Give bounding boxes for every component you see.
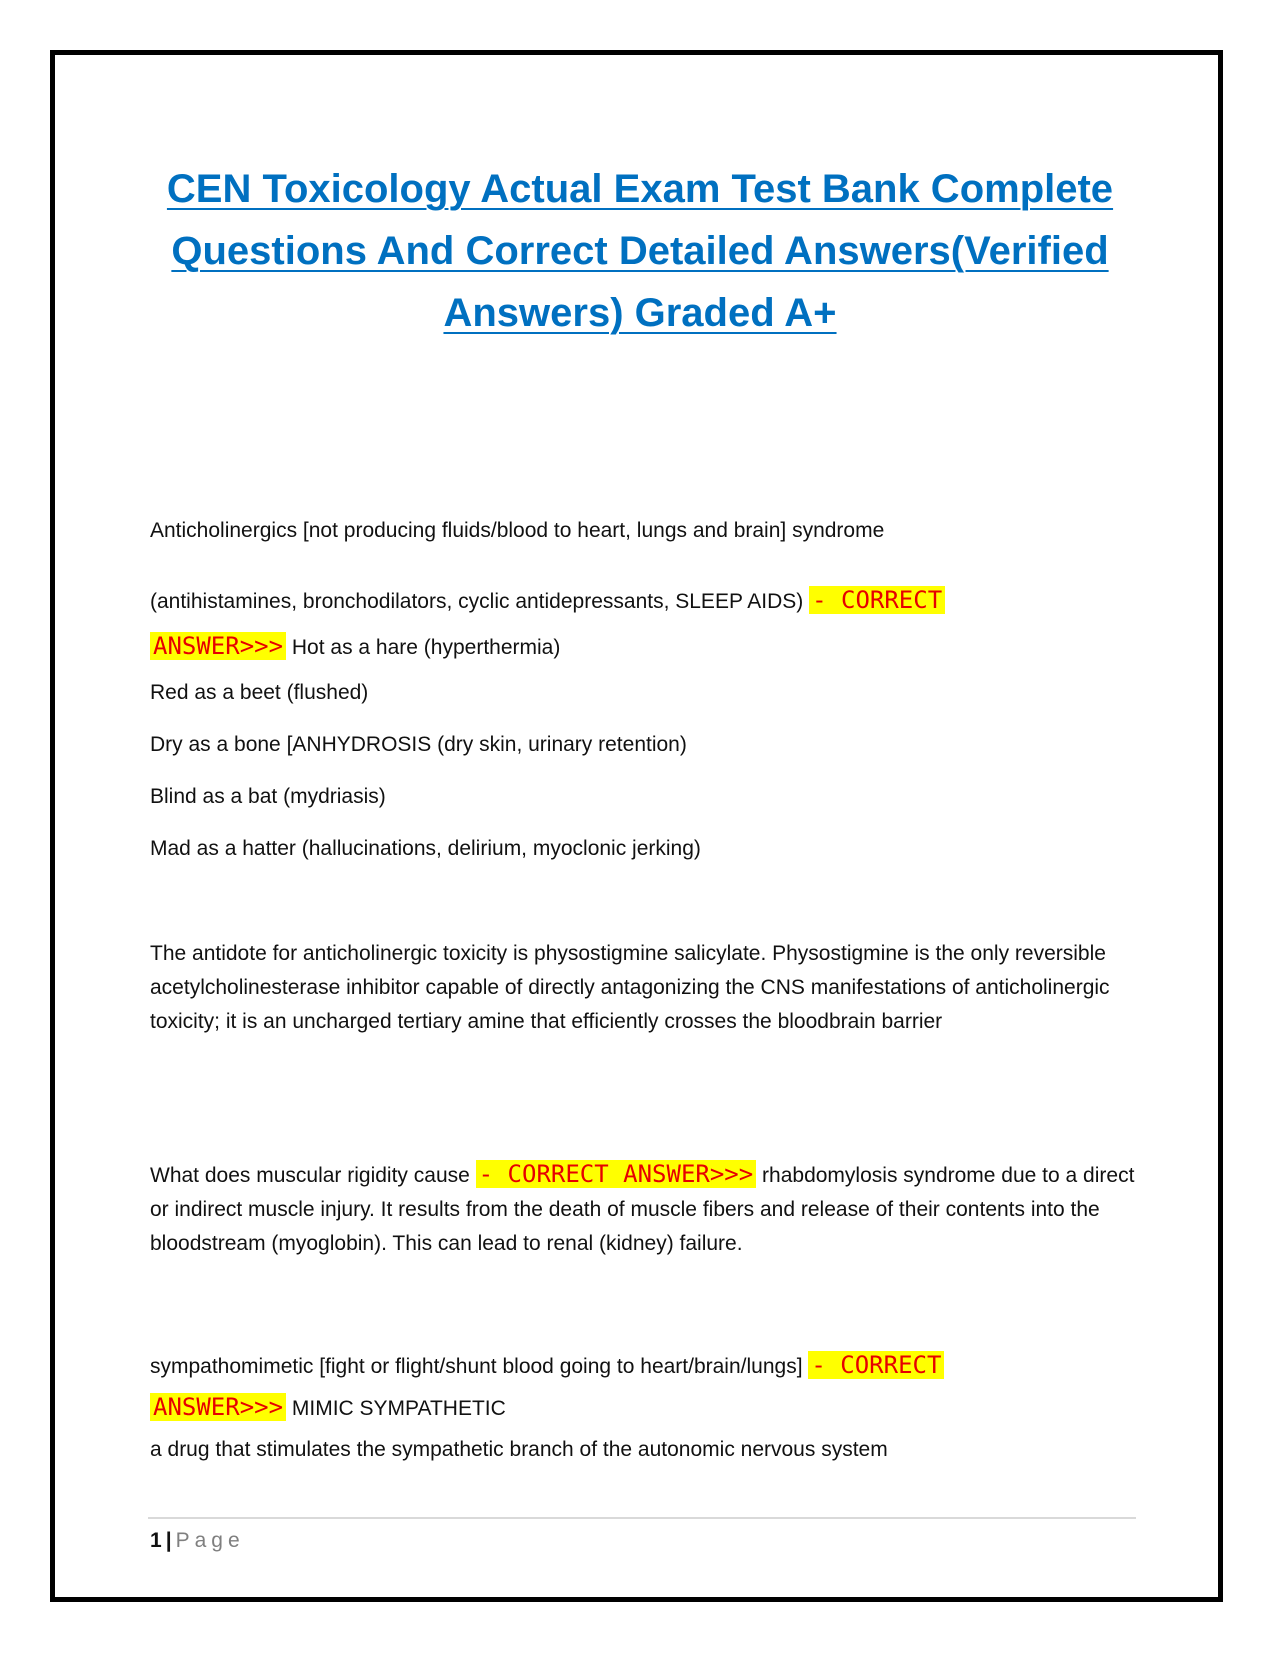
correct-answer-marker: - CORRECT — [808, 1351, 944, 1379]
question-anticholinergics-drugs: (antihistamines, bronchodilators, cyclic antidepressants, SLEEP AIDS) — [150, 590, 804, 613]
answer-line: Dry as a bone [ANHYDROSIS (dry skin, urinary retention) — [150, 733, 687, 756]
question-text: What does muscular rigidity cause — [150, 1164, 470, 1187]
question-anticholinergics-line1: Anticholinergics [not producing fluids/blood to heart, lungs and brain] syndrome — [150, 519, 885, 542]
answer-text: rhabdomylosis syndrome due to a direct or indirect muscle injury. It results from the death of muscle fibers and release of their contents into the bloodstream (myoglobin). This can lead to renal (kidney) failure. — [150, 1164, 1135, 1255]
question-sympathomimetic — [150, 1345, 1135, 1429]
antidote-note: The antidote for anticholinergic toxicity is physostigmine salicylate. Physostigmine is the only reversible acetylcholinesterase inhibitor capable of directly antagonizing the CNS manifestations of anticholinergic toxicity; it is an uncharged tertiary amine that efficiently crosses the bloodbrain barrier — [150, 942, 1110, 1033]
answer-line: Hot as a hare (hyperthermia) — [291, 636, 561, 659]
correct-answer-marker: ANSWER>>> — [150, 1393, 286, 1421]
page-label: Page — [175, 1529, 245, 1552]
answer-line: Mad as a hatter (hallucinations, delirium, myoclonic jerking) — [150, 837, 701, 860]
page-footer — [150, 1526, 245, 1556]
answer-line: Blind as a bat (mydriasis) — [150, 785, 386, 808]
page-number: 1 — [150, 1529, 162, 1552]
answer-line: Red as a beet (flushed) — [150, 681, 369, 704]
correct-answer-marker: - CORRECT ANSWER>>> — [476, 1160, 757, 1188]
correct-answer-marker: - CORRECT — [809, 586, 945, 614]
document-title: CEN Toxicology Actual Exam Test Bank Complete Questions And Correct Detailed Answers(Verified Answers) Graded A+ — [166, 167, 1114, 335]
correct-answer-marker: ANSWER>>> — [150, 632, 286, 660]
answer-line: a drug that stimulates the sympathetic branch of the autonomic nervous system — [150, 1438, 888, 1461]
answer-text: MIMIC SYMPATHETIC — [291, 1397, 506, 1420]
question-anticholinergics-line2 — [150, 578, 1135, 670]
footer-separator: | — [165, 1529, 172, 1552]
question-text: sympathomimetic [fight or flight/shunt blood going to heart/brain/lungs] — [150, 1355, 803, 1378]
footer-divider — [148, 1517, 1136, 1519]
question-muscular-rigidity — [150, 1157, 1135, 1261]
